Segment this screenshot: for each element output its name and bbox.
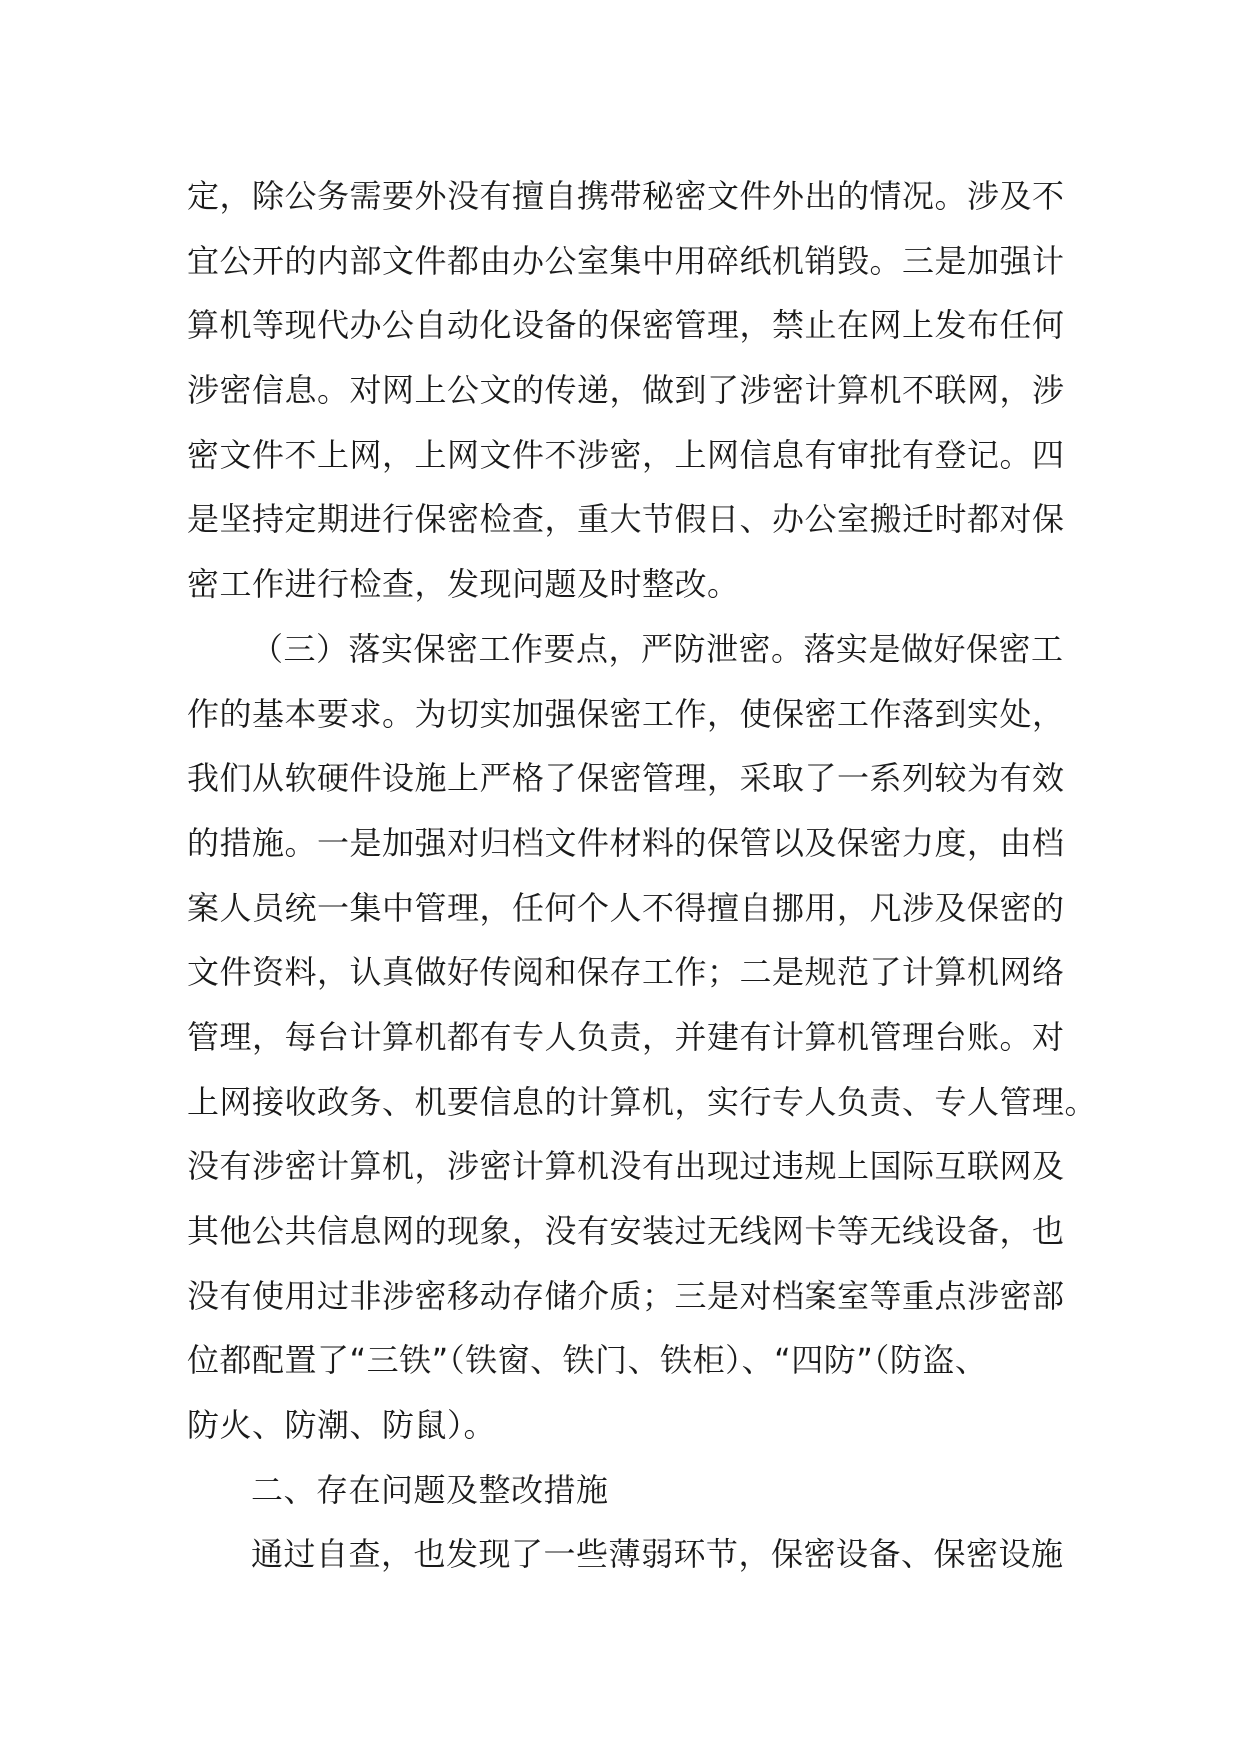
text-line: 作的基本要求。为切实加强保密工作，使保密工作落到实处， — [187, 694, 1065, 733]
section-heading: 二、存在问题及整改措施 — [251, 1470, 609, 1509]
body-text — [187, 164, 1098, 1587]
text-line: 文件资料，认真做好传阅和保存工作；二是规范了计算机网络 — [187, 953, 1065, 992]
text-line: 定，除公务需要外没有擅自携带秘密文件外出的情况。涉及不 — [187, 177, 1065, 215]
text-line: 防火、防潮、防鼠）。 — [187, 1406, 497, 1445]
text-line: 涉密信息。对网上公文的传递，做到了涉密计算机不联网，涉 — [187, 371, 1065, 410]
text-line: 是坚持定期进行保密检查，重大节假日、办公室搬迁时都对保 — [187, 500, 1065, 539]
text-line: 密文件不上网，上网文件不涉密，上网信息有审批有登记。四 — [187, 435, 1065, 474]
paragraph-start-line: （三）落实保密工作要点，严防泄密。落实是做好保密工 — [251, 629, 1064, 668]
text-line: 案人员统一集中管理，任何个人不得擅自挪用，凡涉及保密的 — [187, 888, 1065, 927]
text-line: 没有涉密计算机，涉密计算机没有出现过违规上国际互联网及 — [187, 1147, 1065, 1186]
text-line: 其他公共信息网的现象，没有安装过无线网卡等无线设备，也 — [187, 1212, 1065, 1250]
text-line: 的措施。一是加强对归档文件材料的保管以及保密力度，由档 — [187, 823, 1065, 862]
text-line: 宜公开的内部文件都由办公室集中用碎纸机销毁。三是加强计 — [187, 241, 1065, 280]
text-line: 没有使用过非涉密移动存储介质；三是对档案室等重点涉密部 — [187, 1276, 1065, 1315]
text-line: 上网接收政务、机要信息的计算机，实行专人负责、专人管理。 — [187, 1082, 1098, 1121]
text-line: 位都配置了“三铁”（铁窗、铁门、铁柜）、“四防”（防盗、 — [187, 1341, 988, 1380]
text-line: 管理，每台计算机都有专人负责，并建有计算机管理台账。对 — [187, 1017, 1065, 1056]
text-line: 算机等现代办公自动化设备的保密管理，禁止在网上发布任何 — [187, 306, 1065, 345]
text-line: 密工作进行检查，发现问题及时整改。 — [187, 565, 740, 604]
paragraph-start-line: 通过自查，也发现了一些薄弱环节，保密设备、保密设施 — [251, 1535, 1064, 1574]
text-line: 我们从软硬件设施上严格了保密管理，采取了一系列较为有效 — [187, 759, 1065, 798]
